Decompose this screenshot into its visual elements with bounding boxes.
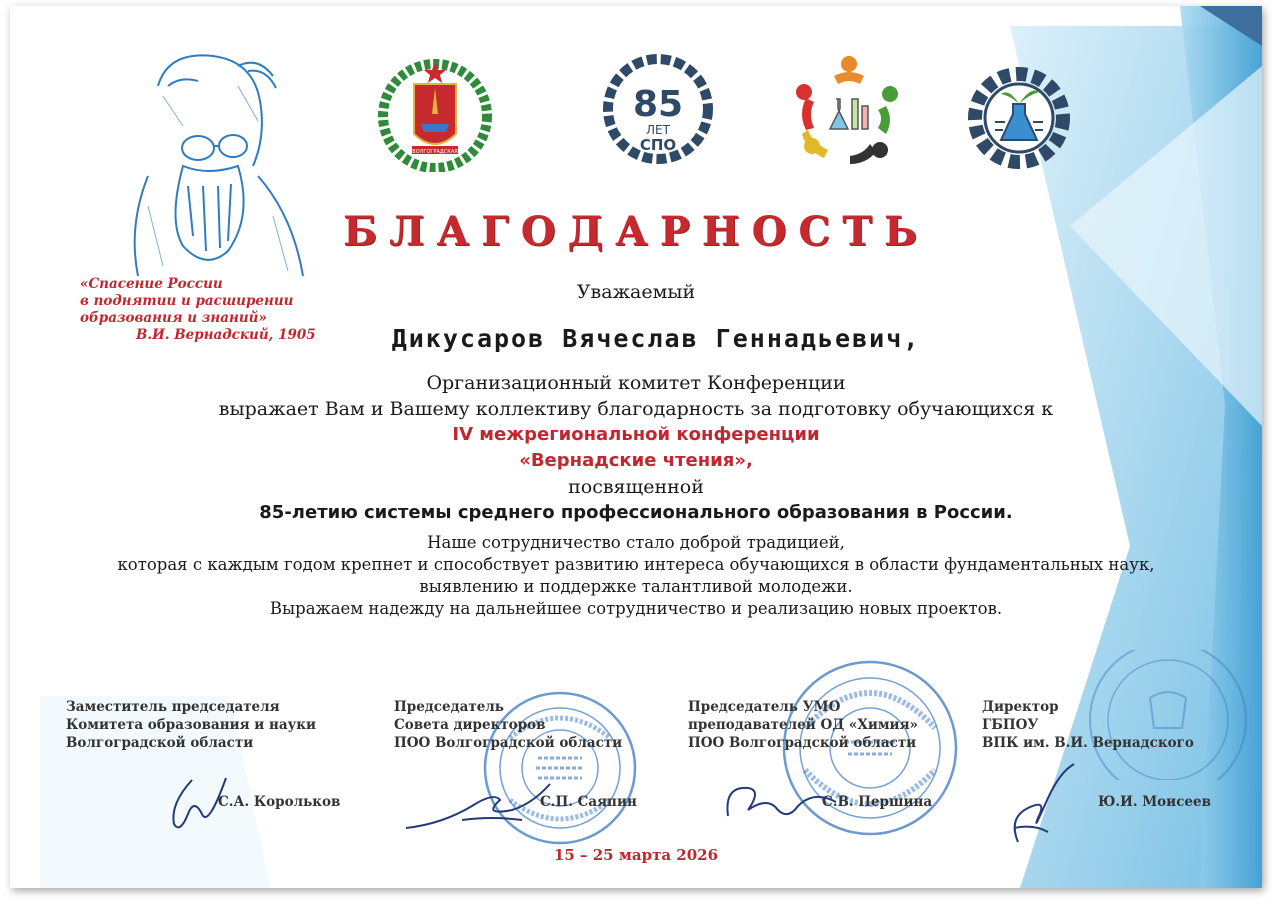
- signatory-3-title: [688, 698, 918, 752]
- body-line: Наше сотрудничество стало доброй традицией,: [427, 533, 845, 552]
- signatory-title-line: Председатель: [394, 699, 504, 715]
- signatory-4-name: Ю.И. Моисеев: [1098, 794, 1211, 810]
- org-line: выражает Вам и Вашему коллективу благодарность за подготовку обучающихся к: [218, 398, 1054, 420]
- certificate-sheet: [10, 6, 1262, 888]
- signatory-title-line: Директор: [982, 699, 1059, 715]
- signature-2-icon: [402, 776, 552, 836]
- spo-number: 85: [632, 84, 684, 125]
- signatory-title-line: ВПК им. В.И. Вернадского: [982, 735, 1194, 751]
- quote-line: «Спасение России: [80, 276, 223, 292]
- volgograd-region-emblem-icon: [376, 54, 494, 172]
- signatory-title-line: Совета директоров: [394, 717, 546, 733]
- signature-1-icon: [162, 774, 232, 840]
- conference-date: 15 – 25 марта 2026: [553, 846, 719, 864]
- dedicated-line: посвященной: [568, 476, 704, 498]
- body-line: Выражаем надежду на дальнейшее сотрудничество и реализацию новых проектов.: [269, 599, 1003, 618]
- quote-line: образования и знаний»: [80, 310, 267, 326]
- body-text: [10, 532, 1262, 620]
- signatory-2-title: [394, 698, 622, 752]
- body-line: которая с каждым годом крепнет и способствует развитию интереса обучающихся в области фундаментальных наук,: [117, 555, 1155, 574]
- signatory-title-line: Председатель УМО: [688, 699, 841, 715]
- conference-line: IV межрегиональной конференции: [452, 424, 820, 445]
- quote-line: в поднятии и расширении: [80, 293, 294, 309]
- gear-flask-logo-icon: [965, 64, 1073, 172]
- certificate-message: [10, 370, 1262, 526]
- signatory-title-line: Заместитель председателя: [66, 699, 280, 715]
- signatory-title-line: Волгоградской области: [66, 735, 254, 751]
- signatory-title-line: Комитета образования и науки: [66, 717, 317, 733]
- certificate-title: БЛАГОДАРНОСТЬ: [342, 208, 930, 255]
- signatory-title-line: преподавателей ОД «Химия»: [688, 717, 918, 733]
- signatory-4-title: [982, 698, 1194, 752]
- signatory-2-name: С.П. Саяпин: [540, 794, 637, 810]
- spo-85-logo-icon: [598, 50, 718, 168]
- signatory-3-name: С.В. Першина: [822, 794, 933, 810]
- chemistry-people-logo-icon: [790, 54, 908, 166]
- recipient-name: Дикусаров Вячеслав Геннадьевич,: [391, 324, 921, 353]
- greeting: Уважаемый: [576, 281, 696, 303]
- signature-3-icon: [718, 776, 838, 826]
- spo-line1: ЛЕТ: [646, 123, 670, 137]
- signatory-1-name: С.А. Корольков: [218, 794, 341, 810]
- signatory-1-title: [66, 698, 316, 752]
- signatory-title-line: ГБПОУ: [982, 717, 1039, 733]
- signatory-title-line: ПОО Волгоградской области: [688, 735, 917, 751]
- signatory-title-line: ПОО Волгоградской области: [394, 735, 623, 751]
- conference-name: «Вернадские чтения»,: [519, 450, 753, 471]
- anniversary-line: 85-летию системы среднего профессионального образования в России.: [259, 502, 1013, 523]
- signature-4-icon: [998, 758, 1078, 848]
- body-line: выявлению и поддержке талантливой молодежи.: [419, 577, 853, 596]
- quote-author: В.И. Вернадский, 1905: [136, 327, 316, 343]
- emblem-ribbon-text: ВОЛГОГРАДСКАЯ: [412, 149, 458, 155]
- org-line: Организационный комитет Конференции: [426, 372, 846, 394]
- spo-line2: СПО: [639, 136, 677, 154]
